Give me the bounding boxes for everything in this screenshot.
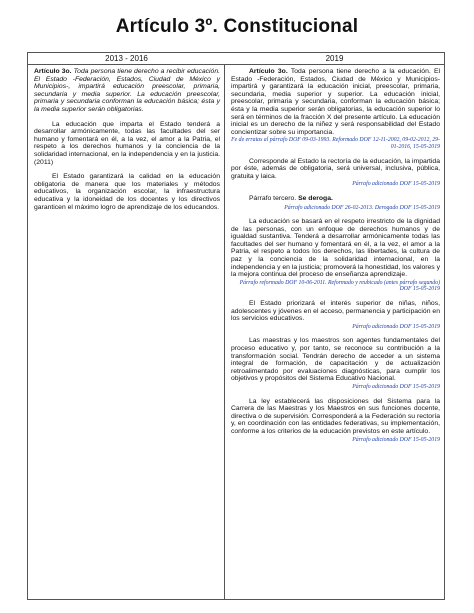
left-column [28, 65, 225, 599]
reform-note-6: Párrafo adicionado DOF 15-05-2019 [352, 383, 440, 390]
column-header-2019: 2019 [225, 53, 444, 65]
reform-note-5: Párrafo adicionado DOF 15-05-2019 [352, 323, 440, 330]
right-paragraph-1 [231, 68, 440, 136]
right-paragraph-7: La ley establecerá las disposiciones del Sistema para la Carrera de las Maestras y los Maestros en sus funciones docente, directiva o de supervisión. Corresponderá a la Federación su rectoría y, en coordinación con las entidades federativas, su implementación, conforme a los criterios de la educación previstos en este artículo. [231, 397, 440, 435]
right-article-heading: Artículo 3o. [249, 68, 288, 75]
reform-note-3: Párrafo adicionado DOF 26-02-2013. Derogado DOF 15-05-2019 [284, 204, 440, 211]
left-paragraph-1 [34, 68, 220, 114]
right-column [225, 65, 444, 599]
right-paragraph-4: La educación se basará en el respeto irrestricto de la dignidad de las personas, con un enfoque de derechos humanos y de igualdad sustantiva. Tenderá a desarrollar armónicamente todas las facultades del ser humano y fomentará en él, a la vez, el amor a la Patria, el respeto a todos los derechos, las libertades, la cultura de paz y la conciencia de la solidaridad internacional, en la independencia y en la justicia; promoverá la honestidad, los valores y la mejora continua del proceso de enseñanza aprendizaje. [231, 218, 440, 279]
reform-note-7: Párrafo adicionado DOF 15-05-2019 [352, 436, 440, 443]
comparison-table [27, 52, 445, 600]
right-paragraph-5: El Estado priorizará el interés superior de niñas, niños, adolescentes y jóvenes en el acceso, permanencia y participación en los servicios educativos. [231, 300, 440, 323]
right-paragraph-3-text: Párrafo tercero. [249, 194, 299, 202]
right-paragraph-1-text: Toda persona tiene derecho a la educación. El Estado -Federación, Estados, Ciudad de México y Municipios- impartirá y garantizará la educación inicial, preescolar, primaria, secundaria, media superior y superior. La educación inicial, preescolar, primaria y secundaria, conforman la educación básica; ésta y la media superior serán obligatorias, la educación superior lo será en términos de la fracción X del presente artículo. La educación inicial es un derecho de la niñez y será responsabilidad del Estado concientizar sobre su importancia. [231, 68, 441, 136]
reform-note-2: Párrafo adicionado DOF 15-05-2019 [352, 181, 440, 188]
left-paragraph-1-text: Toda persona tiene derecho a recibir educación. El Estado -Federación, Estados, Ciudad de México y Municipios-, impartirá educación preescolar, primaria, secundaria y media superior. La educación preescolar, primaria y secundaria conforman la educación básica; ésta y la media superior serán obligatorias. [34, 68, 220, 113]
derogated-label: Se deroga. [298, 194, 333, 202]
reform-note-1: Fe de erratas al párrafo DOF 09-03-1993. Reformado DOF 12-11-2002, 09-02-2012, 29-01-2016, 15-05-2019 [231, 137, 440, 150]
right-paragraph-3 [231, 195, 440, 203]
reform-note-4: Párrafo reformado DOF 10-06-2011. Reformado y reubicado (antes párrafo segundo) DOF 15-05-2019 [239, 279, 440, 293]
left-paragraph-2: La educación que imparta el Estado tenderá a desarrollar armónicamente, todas las facultades del ser humano y fomentará en él, a la vez, el amor a la Patria, el respeto a los derechos humanos y la conciencia de la solidaridad internacional, en la independencia y en la justicia. (2011) [34, 120, 220, 166]
left-article-heading: Artículo 3o. [34, 68, 72, 75]
left-paragraph-3: El Estado garantizará la calidad en la educación obligatoria de manera que los materiales y métodos educativos, la organización escolar, la infraestructura educativa y la idoneidad de los docentes y los directivos garanticen el máximo logro de aprendizaje de los educandos. [34, 173, 220, 211]
right-paragraph-6: Las maestras y los maestros son agentes fundamentales del proceso educativo y, por tanto, se reconoce su contribución a la transformación social. Tendrán derecho de acceder a un sistema integral de formación, de capacitación y de actualización retroalimentado por evaluaciones diagnósticas, para cumplir los objetivos y propósitos del Sistema Educativo Nacional. [231, 337, 440, 383]
page-title: Artículo 3º. Constitucional [115, 16, 359, 37]
right-paragraph-2: Corresponde al Estado la rectoría de la educación, la impartida por éste, además de obligatoria, será universal, inclusiva, pública, gratuita y laica. [231, 157, 440, 180]
column-header-2013-2016: 2013 - 2016 [28, 53, 226, 65]
